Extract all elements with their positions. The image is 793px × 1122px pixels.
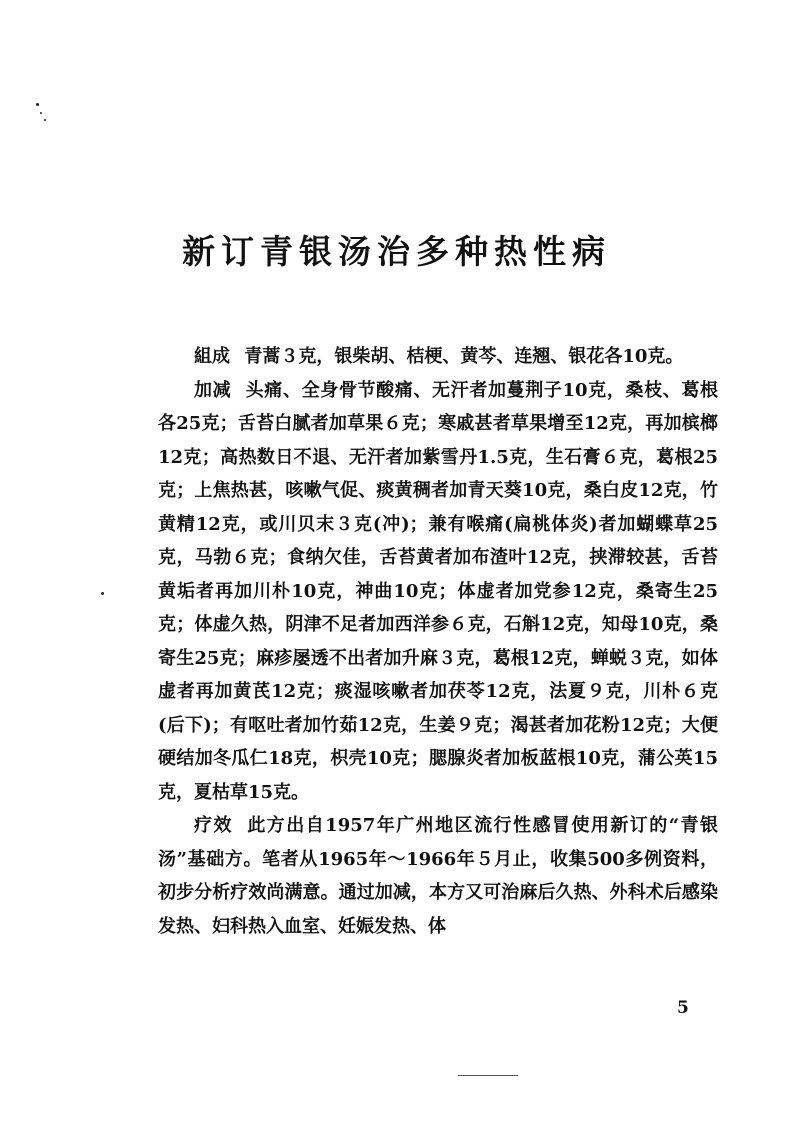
scan-line — [458, 1075, 518, 1076]
scan-speck — [40, 112, 42, 114]
section-text-composition: 青蒿３克，银柴胡、桔梗、黄芩、连翘、银花各10克。 — [244, 346, 684, 367]
section-label-composition: 組成 — [194, 346, 230, 367]
scan-speck — [101, 592, 104, 595]
scan-speck — [36, 103, 39, 106]
section-text-efficacy: 此方出自1957年广州地区流行性感冒使用新订的“青银汤”基础方。笔者从1965年～1966年５月止，收集500多例资料，初步分析疗效尚满意。通过加减，本方又可治麻后久热、外科术后感染发热、妇科热入血室、妊娠发热、体 — [158, 815, 719, 937]
section-label-efficacy: 疗效 — [194, 815, 233, 836]
scan-speck — [44, 119, 46, 121]
section-label-modifications: 加减 — [194, 379, 232, 401]
paragraph-composition — [158, 340, 718, 374]
page-number: 5 — [677, 998, 689, 1018]
paragraph-modifications — [158, 374, 718, 810]
article-body — [158, 340, 718, 943]
page-title: 新订青银汤治多种热性病 — [182, 232, 611, 271]
section-text-modifications: 头痛、全身骨节酸痛、无汗者加蔓荆子10克，桑枝、葛根各25克；舌苔白腻者加草果６克；寒戚甚者草果增至12克，再加槟榔12克；高热数日不退、无汗者加紫雪丹1.5克，生石膏６克，葛根25克；上焦热甚，咳嗽气促、痰黄稠者加青天葵10克，桑白皮12克，竹黄精12克，或川贝末３克(冲)；兼有喉痛(扁桃体炎)者加蝴蝶草25克，马勃６克；食纳欠佳，舌苔黄者加布渣叶12克，挟滞较甚，舌苔黄垢者再加川朴10克，神曲10克；体虚者加党参12克，桑寄生25克；体虚久热，阴津不足者加西洋参６克，石斛12克，知母10克，桑寄生25克；麻疹屡透不出者加升麻３克，葛根12克，蝉蜕３克，如体虚者再加黄芪12克；痰湿咳嗽者加茯苓12克，法夏９克，川朴６克(后下)；有呕吐者加竹茹12克，生姜９克；渴甚者加花粉12克；大便硬结加冬瓜仁18克，枳壳10克；腮腺炎者加板蓝根10克，蒲公英15克，夏枯草15克。 — [158, 379, 719, 803]
paragraph-efficacy — [158, 809, 718, 943]
